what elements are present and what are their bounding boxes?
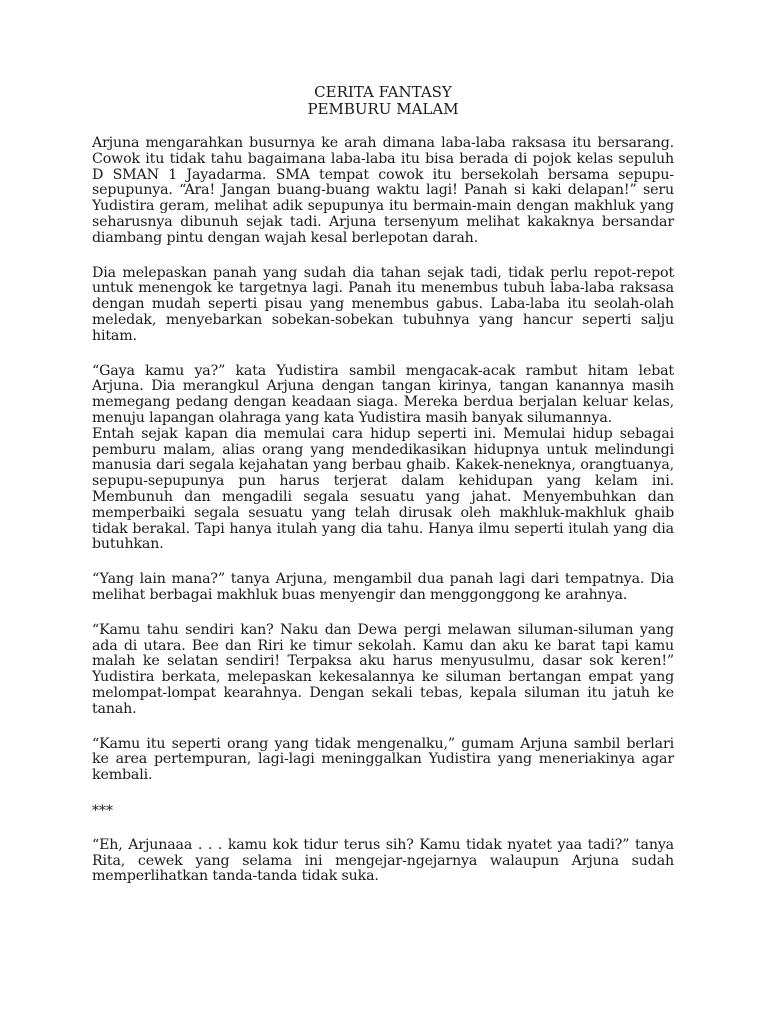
paragraph-8: “Eh, Arjunaaa . . . kamu kok tidur terus sih? Kamu tidak nyatet yaa tadi?” tanya Rita, cewek yang selama ini mengejar-ngejarnya walaupun Arjuna sudah memperlihatkan tanda-tanda tidak suka. (92, 836, 674, 885)
paragraph-1: Arjuna mengarahkan busurnya ke arah dimana laba-laba raksasa itu bersarang. Cowok itu tidak tahu bagaimana laba-laba itu bisa berada di pojok kelas sepuluh D SMAN 1 Jayadarma. SMA tempat cowok itu bersekolah bersama sepupu-sepupunya. “Ara! Jangan buang-buang waktu lagi! Panah si kaki delapan!” seru Yudistira geram, melihat adik sepupunya itu bermain-main dengan makhluk yang seharusnya dibunuh sejak tadi. Arjuna tersenyum melihat kakaknya bersandar diambang pintu dengan wajah kesal berlepotan darah. (92, 135, 674, 246)
document-page (92, 84, 674, 904)
story-title: PEMBURU MALAM (307, 100, 459, 118)
section-separator: *** (92, 802, 113, 819)
title-block (92, 84, 674, 118)
paragraph-6: “Kamu tahu sendiri kan? Naku dan Dewa pergi melawan siluman-siluman yang ada di utara. Bee dan Riri ke timur sekolah. Kamu dan aku ke barat tapi kamu malah ke selatan sendiri! Terpaksa aku harus menyusulmu, dasar sok keren!” Yudistira berkata, melepaskan kekesalannya ke siluman bertangan empat yang melompat-lompat kearahnya. Dengan sekali tebas, kepala siluman itu jatuh ke tanah. (92, 621, 674, 717)
paragraph-7: “Kamu itu seperti orang yang tidak mengenalku,” gumam Arjuna sambil berlari ke area pertempuran, lagi-lagi meninggalkan Yudistira yang meneriakinya agar kembali. (92, 735, 674, 784)
document-title: CERITA FANTASY (314, 83, 452, 101)
paragraph-2: Dia melepaskan panah yang sudah dia tahan sejak tadi, tidak perlu repot-repot untuk menengok ke targetnya lagi. Panah itu menembus tubuh laba-laba raksasa dengan mudah seperti pisau yang menembus gabus. Laba-laba itu seolah-olah meledak, menyebarkan sobekan-sobekan tubuhnya yang hancur seperti salju hitam. (92, 264, 674, 344)
paragraph-5: “Yang lain mana?” tanya Arjuna, mengambil dua panah lagi dari tempatnya. Dia melihat berbagai makhluk buas menyengir dan menggonggong ke arahnya. (92, 571, 674, 603)
paragraph-3: “Gaya kamu ya?” kata Yudistira sambil mengacak-acak rambut hitam lebat Arjuna. Dia merangkul Arjuna dengan tangan kirinya, tangan kanannya masih memegang pedang dengan keadaan siaga. Mereka berdua berjalan keluar kelas, menuju lapangan olahraga yang kata Yudistira masih banyak silumannya. (92, 362, 674, 426)
paragraph-4: Entah sejak kapan dia memulai cara hidup seperti ini. Memulai hidup sebagai pemburu malam, alias orang yang mendedikasikan hidupnya untuk melindungi manusia dari segala kejahatan yang berbau ghaib. Kakek-neneknya, orangtuanya, sepupu-sepupunya pun harus terjerat dalam kehidupan yang kelam ini. Membunuh dan mengadili segala sesuatu yang jahat. Menyembuhkan dan memperbaiki segala sesuatu yang telah dirusak oleh makhluk-makhluk ghaib tidak berakal. Tapi hanya itulah yang dia tahu. Hanya ilmu seperti itulah yang dia butuhkan. (92, 425, 674, 553)
